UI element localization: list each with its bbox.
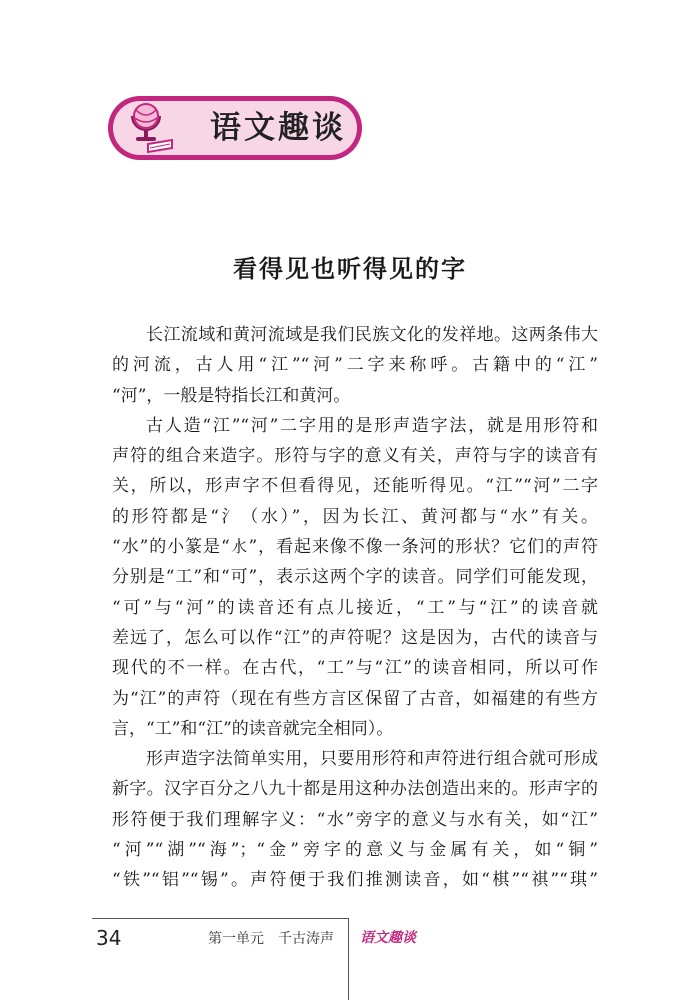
paragraph-line: 差远了，怎么可以作“江”的声符呢？这是因为，古代的读音与 xyxy=(112,627,598,648)
banner-title: 语文趣谈 xyxy=(210,110,346,146)
paragraph-line: 新字。汉字百分之八九十都是用这种办法创造出来的。形声字的 xyxy=(112,779,598,800)
paragraph-line: 言，“工”和“江”的读音就完全相同）。 xyxy=(112,718,394,739)
paragraph-line: “河”“湖”“海”；“金”旁字的意义与金属有关，如“铜” xyxy=(112,840,598,861)
paragraph-line: 分别是“工”和“可”，表示这两个字的读音。同学们可能发现， xyxy=(112,567,598,588)
paragraph-line: 为“江”的声符（现在有些方言区保留了古音，如福建的有些方 xyxy=(112,688,598,709)
paragraph-line: 长江流域和黄河流域是我们民族文化的发祥地。这两条伟大 xyxy=(146,325,598,345)
paragraph-line: “铁”“铝”“锡”。声符便于我们推测读音，如“棋”“祺”“琪” xyxy=(112,870,598,891)
paragraph-line: 声符的组合来造字。形符与字的意义有关，声符与字的读音有 xyxy=(112,446,598,467)
footer-divider xyxy=(92,918,348,919)
paragraph-line: 的形符都是“氵（水）”，因为长江、黄河都与“水”有关。 xyxy=(112,506,598,527)
section-banner xyxy=(108,96,362,160)
article-title: 看得见也听得见的字 xyxy=(233,255,467,283)
globe-book-icon xyxy=(126,100,174,156)
article-body xyxy=(112,320,598,896)
footer-unit-title: 第一单元 千古涛声 xyxy=(208,931,334,947)
paragraph-line: 古人造“江”“河”二字用的是形声造字法，就是用形符和 xyxy=(146,415,598,436)
footer-section-title: 语文趣谈 xyxy=(360,930,416,946)
paragraph-line: “水”的小篆是“𣱱”，看起来像不像一条河的形状？它们的声符 xyxy=(112,537,598,558)
paragraph-line: 的河流，古人用“江”“河”二字来称呼。古籍中的“江” xyxy=(112,355,598,376)
paragraph-line: “可”与“河”的读音还有点儿接近，“工”与“江”的读音就 xyxy=(112,597,598,618)
paragraph-line: 形声造字法简单实用，只要用形符和声符进行组合就可形成 xyxy=(146,749,598,770)
footer-vertical-divider xyxy=(348,918,349,1000)
paragraph-line: 形符便于我们理解字义：“水”旁字的意义与水有关，如“江” xyxy=(112,809,598,830)
paragraph-line: 现代的不一样。在古代，“工”与“江”的读音相同，所以可作 xyxy=(112,658,598,679)
paragraph-line: “河”，一般是特指长江和黄河。 xyxy=(112,385,351,406)
paragraph-line: 关，所以，形声字不但看得见，还能听得见。“江”“河”二字 xyxy=(112,476,598,497)
page-number: 34 xyxy=(96,926,122,950)
